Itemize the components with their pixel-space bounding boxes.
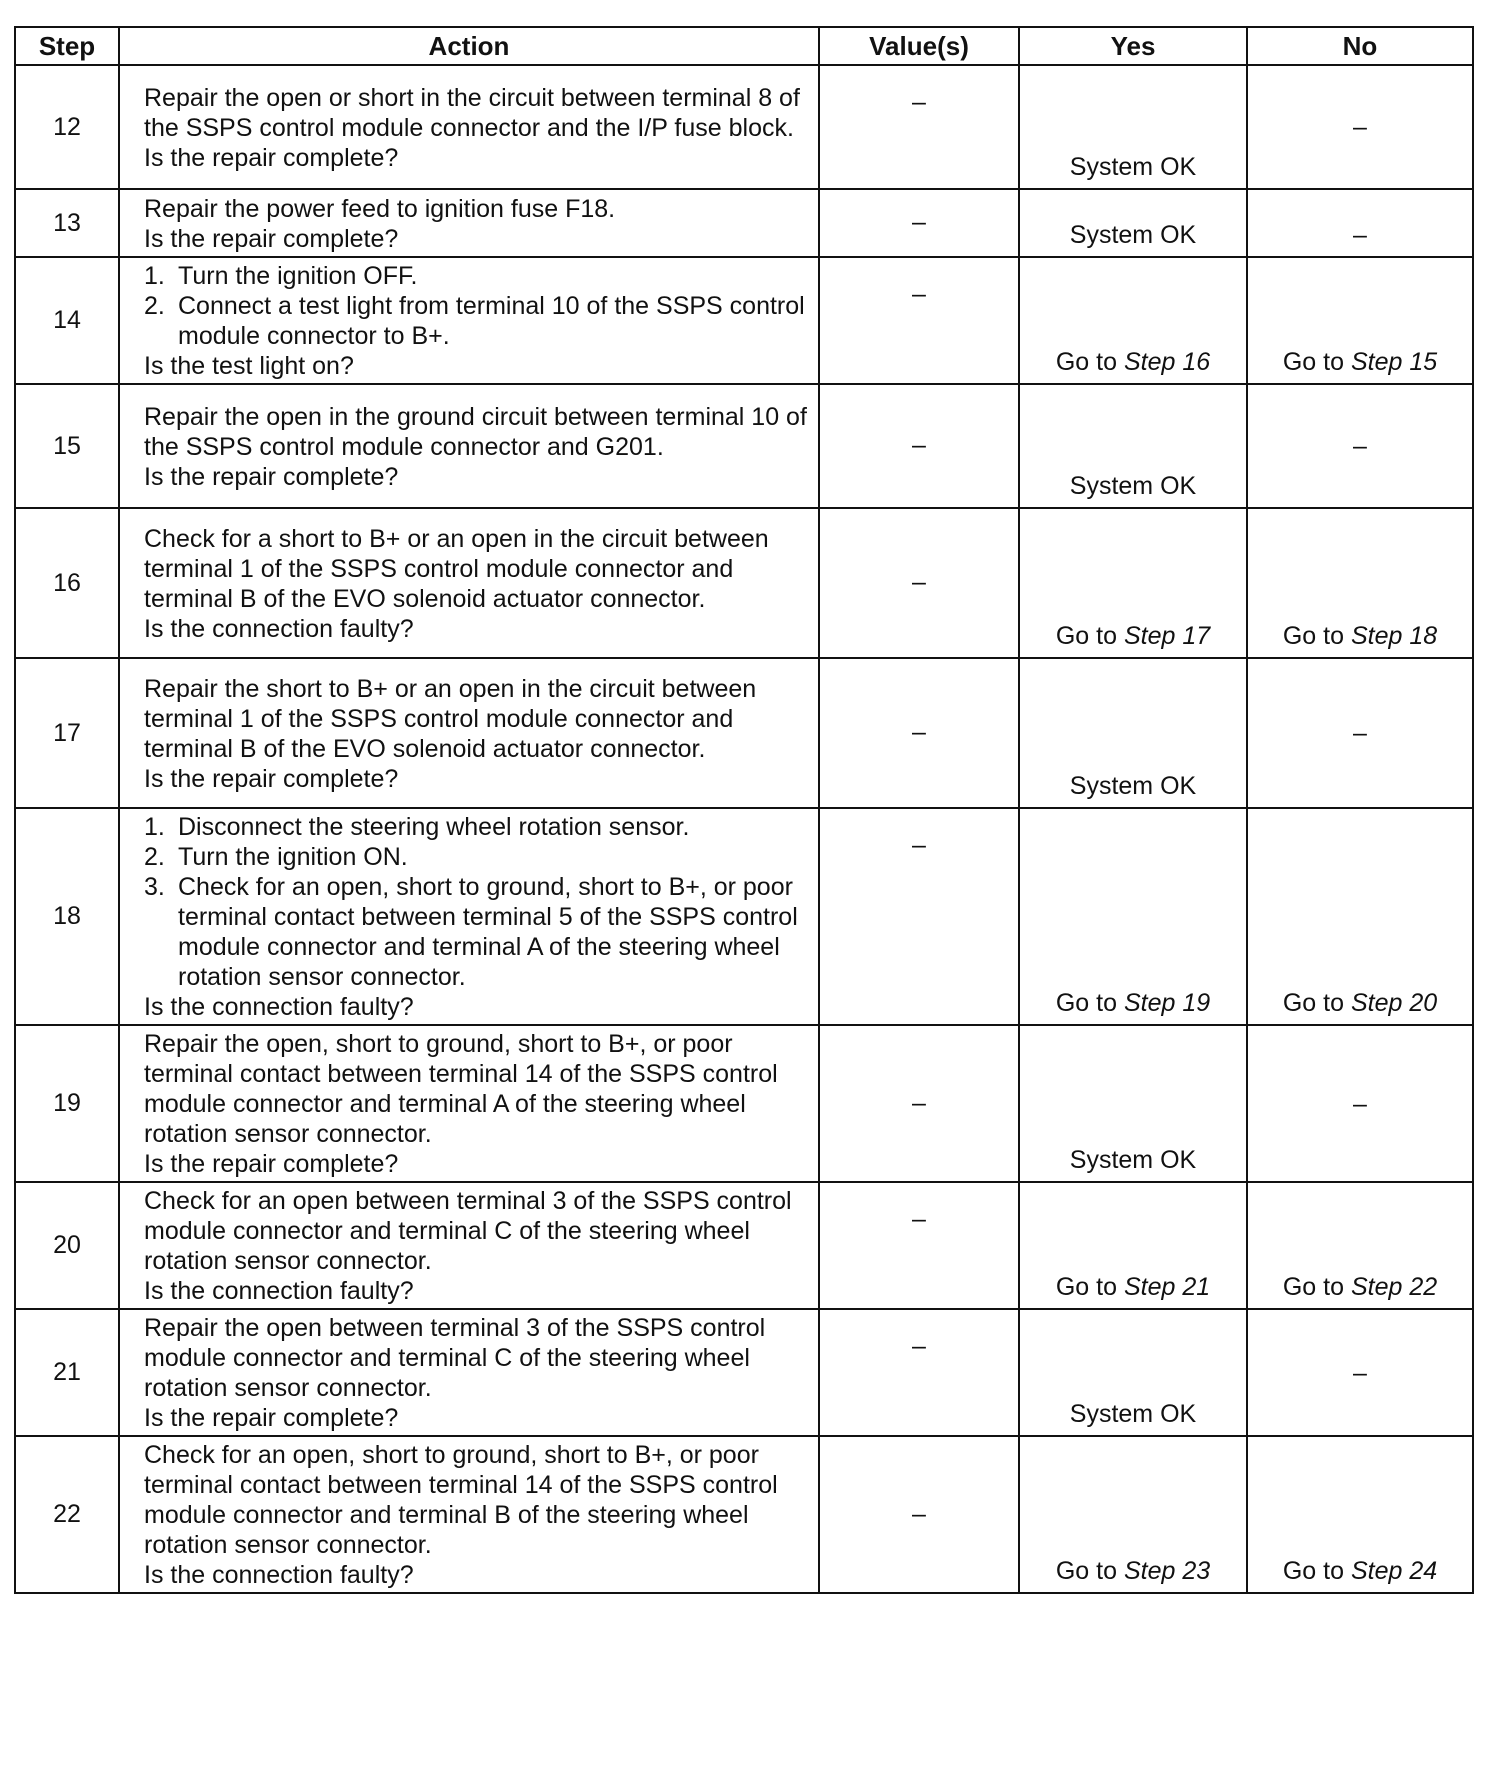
action-text: Repair the open or short in the circuit between terminal 8 of the SSPS control module connector and the I/P fuse block. [144,83,800,142]
instruction-text: Turn the ignition OFF. [178,262,418,290]
yes-result-text: Go to [1055,989,1124,1017]
numbered-instruction [144,872,810,992]
action-cell [119,658,819,808]
step-number: 19 [15,1025,119,1182]
yes-result-text: System OK [1069,772,1197,800]
no-result-text: Go to [1282,622,1351,650]
table-row [15,808,1473,1025]
action-question: Is the test light on? [144,352,354,380]
instruction-number: 3. [144,873,165,901]
table-row [15,1025,1473,1182]
yes-cell [1019,1309,1247,1436]
yes-result-text: System OK [1069,1146,1197,1174]
instruction-text: Disconnect the steering wheel rotation sensor. [178,813,690,841]
step-number: 12 [15,65,119,189]
no-cell [1247,384,1473,508]
header-values: Value(s) [819,27,1019,65]
yes-result-text: System OK [1069,221,1197,249]
action-text: Repair the open between terminal 3 of the SSPS control module connector and terminal C of the steering wheel rotation sensor connector. [144,1314,766,1402]
value-cell: – [819,808,1019,1025]
no-result-text: Go to [1282,348,1351,376]
numbered-instruction [144,261,810,291]
step-number: 22 [15,1436,119,1593]
action-text: Check for a short to B+ or an open in the circuit between terminal 1 of the SSPS control module connector and terminal B of the EVO solenoid actuator connector. [144,524,769,613]
action-cell [119,1025,819,1182]
no-step-link[interactable]: Step 22 [1350,1273,1438,1301]
numbered-instruction [144,291,810,351]
action-text: Repair the short to B+ or an open in the circuit between terminal 1 of the SSPS control module connector and terminal B of the EVO solenoid actuator connector. [144,674,757,763]
no-result-text: – [1353,719,1367,747]
action-question: Is the repair complete? [144,143,399,172]
value-cell: – [819,1182,1019,1309]
no-cell [1247,189,1473,257]
step-number: 14 [15,257,119,384]
action-question: Is the repair complete? [144,1150,399,1178]
no-result-text: – [1353,432,1367,460]
action-cell [119,257,819,384]
numbered-instruction [144,812,810,842]
yes-cell [1019,384,1247,508]
step-number: 21 [15,1309,119,1436]
table-body [15,65,1473,1593]
yes-cell [1019,65,1247,189]
action-cell [119,1436,819,1593]
action-question: Is the connection faulty? [144,614,414,643]
no-cell [1247,65,1473,189]
no-step-link[interactable]: Step 20 [1350,989,1438,1017]
table-row [15,1182,1473,1309]
yes-step-link[interactable]: Step 19 [1123,989,1211,1017]
action-cell [119,1309,819,1436]
yes-step-link[interactable]: Step 17 [1123,622,1211,650]
no-cell [1247,1182,1473,1309]
yes-result-text: System OK [1069,472,1197,500]
yes-cell [1019,189,1247,257]
instruction-number: 2. [144,292,165,320]
action-question: Is the connection faulty? [144,1277,414,1305]
action-question: Is the repair complete? [144,764,399,793]
no-cell [1247,1309,1473,1436]
value-cell: – [819,508,1019,658]
step-number: 15 [15,384,119,508]
instruction-text: Check for an open, short to ground, short to B+, or poor terminal contact between terminal 5 of the SSPS control module connector and terminal A of the steering wheel rotation sensor connector. [178,873,798,991]
yes-result-text: Go to [1055,1273,1124,1301]
yes-result-text: System OK [1069,153,1197,181]
no-cell [1247,808,1473,1025]
yes-cell [1019,508,1247,658]
action-text: Check for an open, short to ground, short to B+, or poor terminal contact between terminal 14 of the SSPS control module connector and terminal B of the steering wheel rotation sensor connector. [144,1441,778,1559]
table-row [15,189,1473,257]
no-result-text: – [1353,1089,1367,1118]
action-cell [119,384,819,508]
no-result-text: Go to [1282,1557,1351,1585]
step-number: 13 [15,189,119,257]
yes-cell [1019,658,1247,808]
no-step-link[interactable]: Step 24 [1350,1557,1438,1585]
header-step: Step [15,27,119,65]
yes-cell [1019,808,1247,1025]
table-row [15,1309,1473,1436]
no-result-text: – [1353,221,1367,249]
yes-step-link[interactable]: Step 21 [1123,1273,1211,1301]
table-row [15,384,1473,508]
table-row [15,658,1473,808]
yes-step-link[interactable]: Step 23 [1123,1557,1211,1585]
table-row [15,1436,1473,1593]
value-cell: – [819,257,1019,384]
action-text: Repair the open, short to ground, short to B+, or poor terminal contact between terminal 14 of the SSPS control module connector and terminal A of the steering wheel rotation sensor connector. [144,1030,778,1148]
value-cell: – [819,189,1019,257]
step-number: 20 [15,1182,119,1309]
header-action: Action [119,27,819,65]
table-row [15,508,1473,658]
action-cell [119,189,819,257]
value-cell: – [819,65,1019,189]
yes-cell [1019,1025,1247,1182]
no-cell [1247,658,1473,808]
no-cell [1247,508,1473,658]
no-step-link[interactable]: Step 15 [1350,348,1438,376]
value-cell: – [819,1309,1019,1436]
value-cell: – [819,1025,1019,1182]
instruction-text: Connect a test light from terminal 10 of the SSPS control module connector to B+. [178,292,805,350]
value-cell: – [819,658,1019,808]
diagnostic-table [14,26,1474,1594]
yes-result-text: Go to [1055,622,1124,650]
yes-cell [1019,257,1247,384]
yes-step-link[interactable]: Step 16 [1123,348,1211,376]
yes-cell [1019,1436,1247,1593]
yes-result-text: System OK [1069,1400,1197,1428]
action-question: Is the repair complete? [144,1404,399,1432]
instruction-number: 1. [144,813,165,841]
no-result-text: – [1353,113,1367,141]
no-cell [1247,257,1473,384]
no-cell [1247,1436,1473,1593]
action-question: Is the connection faulty? [144,993,414,1021]
value-cell: – [819,1436,1019,1593]
action-question: Is the connection faulty? [144,1561,414,1589]
instruction-number: 2. [144,843,165,871]
action-cell [119,808,819,1025]
step-number: 18 [15,808,119,1025]
no-result-text: Go to [1282,1273,1351,1301]
header-no: No [1247,27,1473,65]
no-result-text: – [1353,1358,1367,1387]
action-text: Repair the power feed to ignition fuse F18. [144,194,616,223]
value-cell: – [819,384,1019,508]
no-cell [1247,1025,1473,1182]
instruction-text: Turn the ignition ON. [178,843,408,871]
action-text: Repair the open in the ground circuit between terminal 10 of the SSPS control module connector and G201. [144,402,807,461]
step-number: 17 [15,658,119,808]
header-row [15,27,1473,65]
action-cell [119,65,819,189]
no-step-link[interactable]: Step 18 [1350,622,1438,650]
header-yes: Yes [1019,27,1247,65]
yes-result-text: Go to [1055,348,1124,376]
yes-cell [1019,1182,1247,1309]
action-question: Is the repair complete? [144,224,399,253]
numbered-instruction [144,842,810,872]
step-number: 16 [15,508,119,658]
yes-result-text: Go to [1055,1557,1124,1585]
instruction-number: 1. [144,262,165,290]
action-question: Is the repair complete? [144,462,399,491]
action-text: Check for an open between terminal 3 of the SSPS control module connector and terminal C of the steering wheel rotation sensor connector. [144,1187,792,1275]
diagnostic-table-page [14,26,1472,1594]
action-cell [119,1182,819,1309]
table-row [15,65,1473,189]
table-row [15,257,1473,384]
action-cell [119,508,819,658]
no-result-text: Go to [1282,989,1351,1017]
